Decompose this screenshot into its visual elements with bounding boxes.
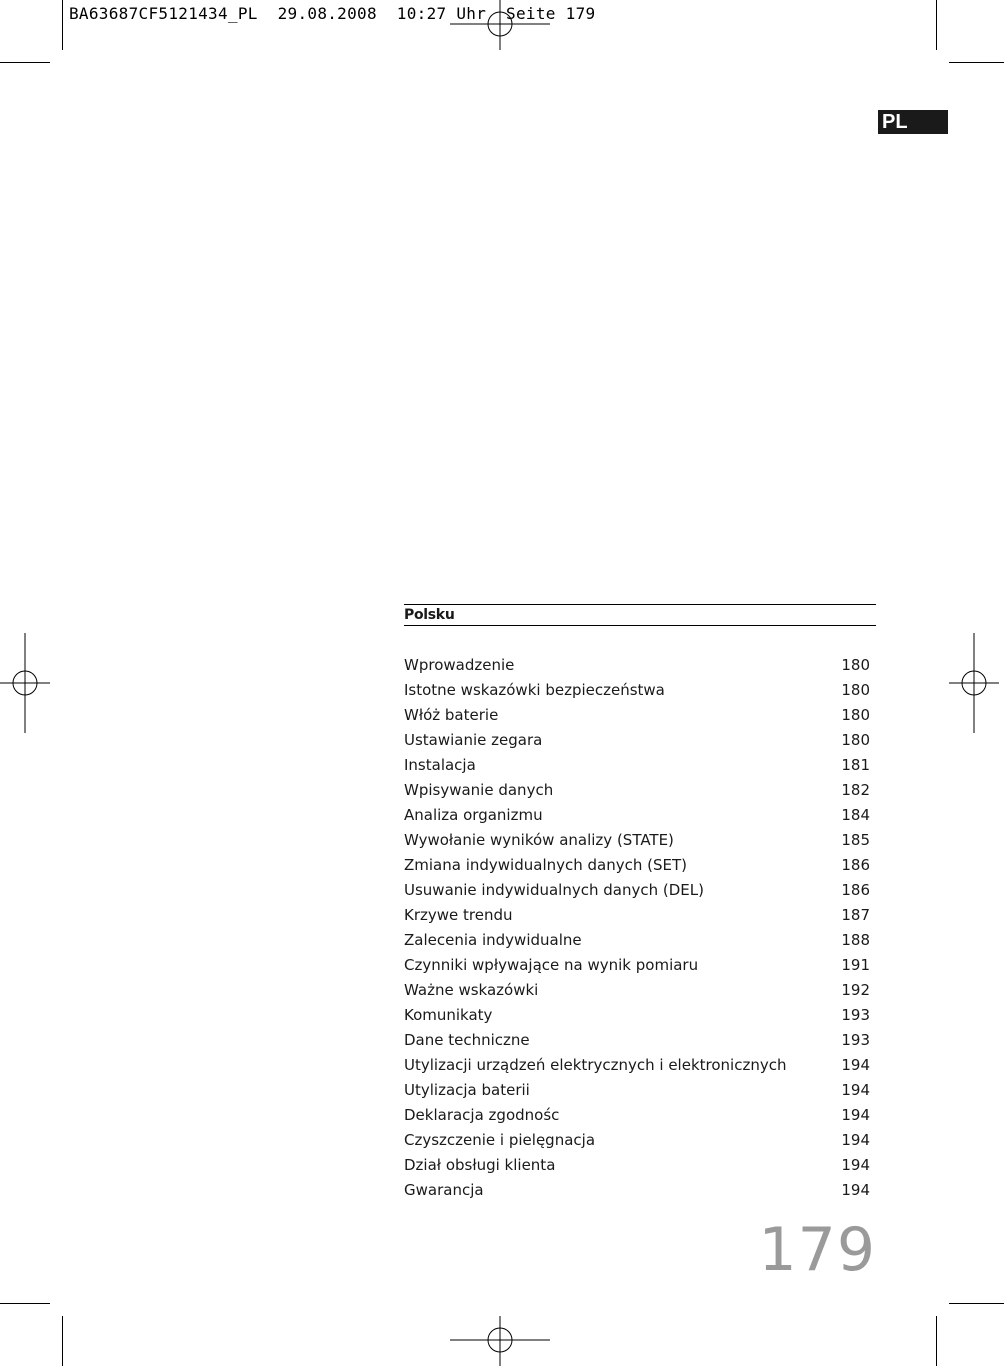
- crop-mark-bottom-right-v: [936, 1316, 937, 1366]
- toc-entry: [404, 1053, 876, 1078]
- toc-entry-page: 182: [841, 781, 870, 799]
- toc-entry: [404, 828, 876, 853]
- crop-mark-top-left-h: [0, 62, 50, 63]
- toc-entry-page: 193: [841, 1006, 870, 1024]
- toc-entry-page: 180: [841, 706, 870, 724]
- toc-entry-title: Zmiana indywidualnych danych (SET): [404, 856, 688, 874]
- toc-entry-title: Włóż baterie: [404, 706, 499, 724]
- toc-entry: [404, 778, 876, 803]
- toc-entry-title: Dział obsługi klienta: [404, 1156, 556, 1174]
- toc-entry-page: 194: [841, 1081, 870, 1099]
- crop-mark-top-right-v: [936, 0, 937, 50]
- toc-entry-page: 193: [841, 1031, 870, 1049]
- registration-mark-bottom-icon: [449, 1316, 551, 1366]
- registration-mark-right-icon: [949, 632, 999, 734]
- toc-entry: [404, 703, 876, 728]
- toc-entry-title: Utylizacji urządzeń elektrycznych i elektronicznych: [404, 1056, 787, 1074]
- registration-mark-top-icon: [449, 0, 551, 50]
- crop-mark-top-right-h: [949, 62, 1004, 63]
- toc-entry-title: Wpisywanie danych: [404, 781, 554, 799]
- toc-entry-page: 188: [841, 931, 870, 949]
- toc-entry: [404, 903, 876, 928]
- toc-list: [404, 653, 876, 1203]
- toc-entry-page: 194: [841, 1056, 870, 1074]
- toc-entry: [404, 1103, 876, 1128]
- toc-entry-page: 194: [841, 1131, 870, 1149]
- toc-entry: [404, 1078, 876, 1103]
- toc-entry: [404, 678, 876, 703]
- registration-mark-left-icon: [0, 632, 50, 734]
- toc-entry: [404, 1178, 876, 1203]
- crop-mark-bottom-right-h: [949, 1303, 1004, 1304]
- toc-entry: [404, 878, 876, 903]
- table-of-contents: [404, 604, 876, 1203]
- toc-entry: [404, 978, 876, 1003]
- toc-entry-title: Komunikaty: [404, 1006, 493, 1024]
- toc-entry-page: 180: [841, 681, 870, 699]
- toc-entry: [404, 928, 876, 953]
- toc-entry-title: Instalacja: [404, 756, 476, 774]
- toc-entry: [404, 1003, 876, 1028]
- toc-entry-title: Czynniki wpływające na wynik pomiaru: [404, 956, 699, 974]
- page-number: 179: [758, 1215, 876, 1285]
- toc-entry-page: 194: [841, 1181, 870, 1199]
- toc-entry-page: 185: [841, 831, 870, 849]
- toc-entry-title: Gwarancja: [404, 1181, 484, 1199]
- print-slug: BA63687CF5121434_PL 29.08.2008 10:27 Uhr Seite 179: [69, 4, 596, 23]
- toc-heading: Polsku: [404, 604, 876, 626]
- toc-entry-title: Istotne wskazówki bezpieczeństwa: [404, 681, 665, 699]
- toc-entry: [404, 853, 876, 878]
- toc-entry-title: Ważne wskazówki: [404, 981, 539, 999]
- toc-entry-title: Zalecenia indywidualne: [404, 931, 582, 949]
- toc-entry-page: 191: [841, 956, 870, 974]
- toc-entry: [404, 753, 876, 778]
- crop-mark-bottom-left-h: [0, 1303, 50, 1304]
- toc-entry-title: Ustawianie zegara: [404, 731, 543, 749]
- toc-entry-title: Analiza organizmu: [404, 806, 543, 824]
- toc-entry-title: Krzywe trendu: [404, 906, 513, 924]
- toc-entry-page: 194: [841, 1106, 870, 1124]
- toc-entry: [404, 1128, 876, 1153]
- toc-entry-page: 180: [841, 731, 870, 749]
- toc-entry: [404, 953, 876, 978]
- toc-entry-page: 186: [841, 856, 870, 874]
- toc-entry: [404, 653, 876, 678]
- toc-entry: [404, 1153, 876, 1178]
- toc-entry-page: 184: [841, 806, 870, 824]
- toc-entry-title: Wywołanie wyników analizy (STATE): [404, 831, 674, 849]
- toc-entry: [404, 1028, 876, 1053]
- toc-entry-title: Utylizacja baterii: [404, 1081, 530, 1099]
- toc-entry-page: 187: [841, 906, 870, 924]
- toc-entry-title: Wprowadzenie: [404, 656, 515, 674]
- toc-entry-page: 180: [841, 656, 870, 674]
- toc-entry-page: 194: [841, 1156, 870, 1174]
- crop-mark-bottom-left-v: [62, 1316, 63, 1366]
- toc-entry-title: Deklaracja zgodnośc: [404, 1106, 560, 1124]
- toc-entry-page: 181: [841, 756, 870, 774]
- toc-entry-title: Dane techniczne: [404, 1031, 530, 1049]
- crop-mark-top-left-v: [62, 0, 63, 50]
- toc-entry-page: 186: [841, 881, 870, 899]
- toc-entry-title: Czyszczenie i pielęgnacja: [404, 1131, 596, 1149]
- toc-entry-title: Usuwanie indywidualnych danych (DEL): [404, 881, 704, 899]
- language-tab: PL: [878, 110, 948, 134]
- toc-entry-page: 192: [841, 981, 870, 999]
- toc-entry: [404, 803, 876, 828]
- toc-entry: [404, 728, 876, 753]
